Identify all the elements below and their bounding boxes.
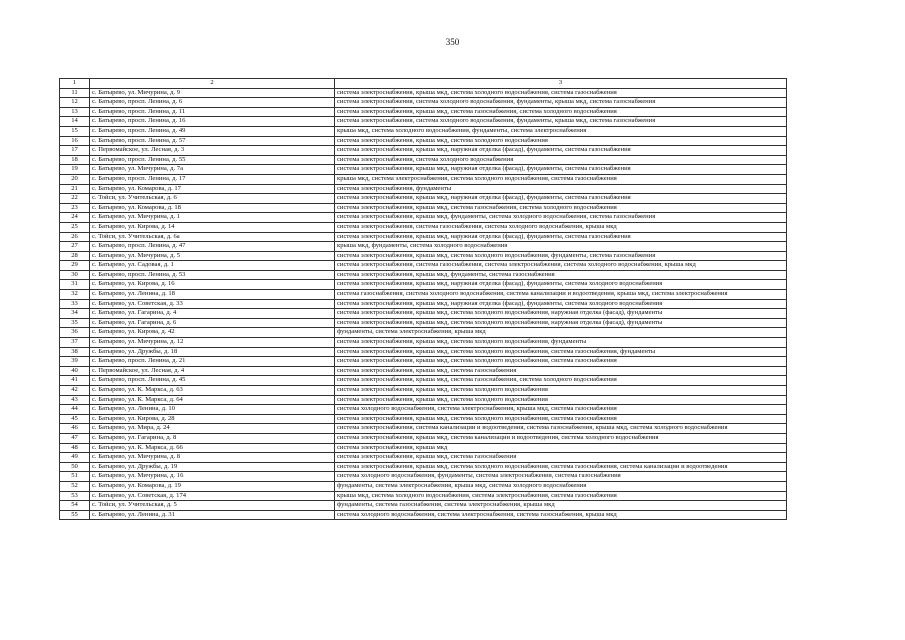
table-row — [60, 290, 787, 300]
header-col-number: 1 — [60, 79, 90, 89]
row-number: 48 — [60, 443, 90, 453]
row-address: с. Батырево, ул. Комарова, д. 19 — [90, 481, 335, 491]
table-row — [60, 194, 787, 204]
row-address: с. Первомайское, ул. Лесная, д. 3 — [90, 146, 335, 156]
row-address: с. Батырево, ул. Гагарина, д. 8 — [90, 433, 335, 443]
table-row — [60, 491, 787, 501]
row-number: 37 — [60, 338, 90, 348]
row-works: система холодного водоснабжения, система электроснабжения, крыша мкд, система газоснабжения — [335, 405, 787, 415]
row-address: с. Батырево, ул. Кирова, д. 42 — [90, 328, 335, 338]
row-address: с. Батырево, ул. Кирова, д. 14 — [90, 222, 335, 232]
table-row — [60, 222, 787, 232]
row-works: система электроснабжения, крыша мкд, система холодного водоснабжения — [335, 136, 787, 146]
row-works: система электроснабжения, система газоснабжения, система холодного водоснабжения, крыша мкд — [335, 222, 787, 232]
row-number: 27 — [60, 242, 90, 252]
row-address: с. Тойси, ул. Учительская, д. 5 — [90, 501, 335, 511]
table-row — [60, 472, 787, 482]
row-works: система электроснабжения, крыша мкд, система газоснабжения, система холодного водоснабжения — [335, 203, 787, 213]
table-header-row — [60, 79, 787, 89]
table-row — [60, 270, 787, 280]
row-number: 28 — [60, 251, 90, 261]
row-works: система электроснабжения, крыша мкд, система газоснабжения, система холодного водоснабжения — [335, 107, 787, 117]
table-row — [60, 443, 787, 453]
row-works: система электроснабжения, крыша мкд — [335, 443, 787, 453]
row-address: с. Батырево, ул. Дружбы, д. 18 — [90, 347, 335, 357]
table-row — [60, 462, 787, 472]
row-number: 33 — [60, 299, 90, 309]
row-works: система холодного водоснабжения, система электроснабжения, система газоснабжения, крыша мкд — [335, 510, 787, 520]
table-row — [60, 395, 787, 405]
table-row — [60, 376, 787, 386]
row-number: 42 — [60, 386, 90, 396]
row-works: крыша мкд, система холодного водоснабжения, система электроснабжения, система газоснабжения — [335, 491, 787, 501]
table-row — [60, 174, 787, 184]
table-row — [60, 347, 787, 357]
row-number: 47 — [60, 433, 90, 443]
row-number: 30 — [60, 270, 90, 280]
row-number: 15 — [60, 126, 90, 136]
row-works: система электроснабжения, крыша мкд, система газоснабжения — [335, 366, 787, 376]
row-address: с. Батырево, ул. Комарова, д. 18 — [90, 203, 335, 213]
row-number: 29 — [60, 261, 90, 271]
row-address: с. Батырево, ул. Гагарина, д. 4 — [90, 309, 335, 319]
table-row — [60, 510, 787, 520]
row-number: 34 — [60, 309, 90, 319]
row-address: с. Батырево, ул. Мичурина, д. 16 — [90, 472, 335, 482]
row-works: система электроснабжения, система газоснабжения, система электроснабжения, система холодного водоснабжения, крыша мкд — [335, 261, 787, 271]
row-address: с. Батырево, ул. Кирова, д. 28 — [90, 414, 335, 424]
table-row — [60, 88, 787, 98]
row-works: система электроснабжения, система холодного водоснабжения — [335, 155, 787, 165]
row-address: с. Батырево, ул. Советская, д. 33 — [90, 299, 335, 309]
row-number: 16 — [60, 136, 90, 146]
row-works: система электроснабжения, крыша мкд, наружная отделка (фасад), фундаменты, система холодного водоснабжения — [335, 299, 787, 309]
row-number: 35 — [60, 318, 90, 328]
row-works: система электроснабжения, крыша мкд, система холодного водоснабжения, фундаменты, система газоснабжения — [335, 251, 787, 261]
table-row — [60, 338, 787, 348]
row-address: с. Батырево, просп. Ленина, д. 55 — [90, 155, 335, 165]
row-number: 40 — [60, 366, 90, 376]
table-row — [60, 280, 787, 290]
row-number: 19 — [60, 165, 90, 175]
row-address: с. Батырево, ул. Мичурина, д. 9 — [90, 88, 335, 98]
row-number: 31 — [60, 280, 90, 290]
row-address: с. Батырево, ул. Мира, д. 24 — [90, 424, 335, 434]
row-works: крыша мкд, система холодного водоснабжения, фундаменты, система электроснабжения — [335, 126, 787, 136]
header-col-address: 2 — [90, 79, 335, 89]
row-works: крыша мкд, система электроснабжения, система холодного водоснабжения, система газоснабжения — [335, 174, 787, 184]
row-number: 55 — [60, 510, 90, 520]
table-row — [60, 117, 787, 127]
row-address: с. Батырево, просп. Ленина, д. 53 — [90, 270, 335, 280]
table-row — [60, 501, 787, 511]
row-address: с. Батырево, ул. Мичурина, д. 5 — [90, 251, 335, 261]
row-address: с. Батырево, ул. К. Маркса, д. 66 — [90, 443, 335, 453]
row-works: система электроснабжения, крыша мкд, система газоснабжения, система холодного водоснабжения — [335, 376, 787, 386]
table-row — [60, 299, 787, 309]
row-works: фундаменты, система газоснабжения, система электроснабжения, крыша мкд — [335, 501, 787, 511]
row-number: 39 — [60, 357, 90, 367]
table-row — [60, 126, 787, 136]
table-row — [60, 203, 787, 213]
table-row — [60, 366, 787, 376]
table-row — [60, 357, 787, 367]
row-address: с. Батырево, просп. Ленина, д. 21 — [90, 357, 335, 367]
table-row — [60, 165, 787, 175]
table-row — [60, 309, 787, 319]
row-works: система электроснабжения, крыша мкд, система холодного водоснабжения, наружная отделка (фасад), фундаменты — [335, 318, 787, 328]
table-row — [60, 433, 787, 443]
row-address: с. Батырево, просп. Ленина, д. 6 — [90, 98, 335, 108]
table-row — [60, 242, 787, 252]
row-works: система электроснабжения, крыша мкд, система холодного водоснабжения, система газоснабжения — [335, 357, 787, 367]
row-address: с. Батырево, просп. Ленина, д. 11 — [90, 107, 335, 117]
table-row — [60, 213, 787, 223]
row-works: система электроснабжения, крыша мкд, фундаменты, система газоснабжения — [335, 270, 787, 280]
row-works: система электроснабжения, крыша мкд, наружная отделка (фасад), фундаменты, система газоснабжения — [335, 194, 787, 204]
row-works: система электроснабжения, крыша мкд, система холодного водоснабжения, система газоснабжения, фундаменты — [335, 347, 787, 357]
row-number: 23 — [60, 203, 90, 213]
row-works: крыша мкд, фундаменты, система холодного водоснабжения — [335, 242, 787, 252]
row-works: система электроснабжения, система холодного водоснабжения, фундаменты, крыша мкд, система газоснабжения — [335, 117, 787, 127]
row-number: 43 — [60, 395, 90, 405]
row-works: система электроснабжения, фундаменты — [335, 184, 787, 194]
row-number: 53 — [60, 491, 90, 501]
table-row — [60, 328, 787, 338]
row-address: с. Батырево, просп. Ленина, д. 45 — [90, 376, 335, 386]
row-works: система электроснабжения, крыша мкд, наружная отделка (фасад), фундаменты, система газоснабжения — [335, 146, 787, 156]
row-address: с. Батырево, ул. Мичурина, д. 1 — [90, 213, 335, 223]
row-number: 50 — [60, 462, 90, 472]
row-address: с. Тойси, ул. Учительская, д. 6а — [90, 232, 335, 242]
row-works: система электроснабжения, крыша мкд, система холодного водоснабжения — [335, 395, 787, 405]
row-address: с. Батырево, просп. Ленина, д. 57 — [90, 136, 335, 146]
row-address: с. Батырево, ул. Ленина, д. 10 — [90, 405, 335, 415]
table-row — [60, 318, 787, 328]
row-address: с. Первомайское, ул. Лесная, д. 4 — [90, 366, 335, 376]
row-works: система электроснабжения, крыша мкд, система холодного водоснабжения — [335, 386, 787, 396]
table-row — [60, 453, 787, 463]
row-number: 36 — [60, 328, 90, 338]
row-number: 46 — [60, 424, 90, 434]
row-works: система электроснабжения, крыша мкд, наружная отделка (фасад), фундаменты, система газоснабжения — [335, 165, 787, 175]
row-number: 14 — [60, 117, 90, 127]
row-number: 12 — [60, 98, 90, 108]
row-address: с. Тойси, ул. Учительская, д. 6 — [90, 194, 335, 204]
row-works: система холодного водоснабжения, фундаменты, система электроснабжения, система газоснабжения — [335, 472, 787, 482]
row-number: 17 — [60, 146, 90, 156]
row-works: система электроснабжения, крыша мкд, система холодного водоснабжения, система газоснабжения — [335, 414, 787, 424]
row-works: система электроснабжения, крыша мкд, наружная отделка (фасад), фундаменты, система холодного водоснабжения — [335, 280, 787, 290]
table-row — [60, 155, 787, 165]
row-address: с. Батырево, ул. Мичурина, д. 7а — [90, 165, 335, 175]
row-number: 20 — [60, 174, 90, 184]
row-address: с. Батырево, просп. Ленина, д. 17 — [90, 174, 335, 184]
table-row — [60, 107, 787, 117]
row-works: система электроснабжения, система холодного водоснабжения, фундаменты, крыша мкд, система газоснабжения — [335, 98, 787, 108]
row-address: с. Батырево, ул. Дружбы, д. 19 — [90, 462, 335, 472]
row-address: с. Батырево, ул. Комарова, д. 17 — [90, 184, 335, 194]
table-row — [60, 136, 787, 146]
table-row — [60, 98, 787, 108]
header-col-works: 3 — [335, 79, 787, 89]
row-works: система электроснабжения, крыша мкд, система канализации и водоотведения, система холодного водоснабжения — [335, 433, 787, 443]
table-row — [60, 386, 787, 396]
row-number: 13 — [60, 107, 90, 117]
row-works: система электроснабжения, крыша мкд, система холодного водоснабжения, система газоснабжения — [335, 88, 787, 98]
row-number: 45 — [60, 414, 90, 424]
row-number: 54 — [60, 501, 90, 511]
row-number: 24 — [60, 213, 90, 223]
row-address: с. Батырево, ул. Ленина, д. 18 — [90, 290, 335, 300]
row-number: 25 — [60, 222, 90, 232]
row-address: с. Батырево, ул. Советская, д. 174 — [90, 491, 335, 501]
address-works-table — [59, 78, 787, 520]
row-address: с. Батырево, ул. К. Маркса, д. 63 — [90, 386, 335, 396]
row-number: 32 — [60, 290, 90, 300]
row-works: система электроснабжения, крыша мкд, система холодного водоснабжения, система газоснабжения, система канализации и водоотведения — [335, 462, 787, 472]
table-row — [60, 481, 787, 491]
row-number: 38 — [60, 347, 90, 357]
row-works: система электроснабжения, крыша мкд, система холодного водоснабжения, фундаменты — [335, 338, 787, 348]
row-number: 11 — [60, 88, 90, 98]
row-works: система электроснабжения, крыша мкд, система газоснабжения — [335, 453, 787, 463]
table-row — [60, 414, 787, 424]
table-row — [60, 232, 787, 242]
row-address: с. Батырево, ул. Садовая, д. 1 — [90, 261, 335, 271]
row-address: с. Батырево, ул. Мичурина, д. 12 — [90, 338, 335, 348]
table-row — [60, 251, 787, 261]
table-row — [60, 405, 787, 415]
row-works: система газоснабжения, система холодного водоснабжения, система канализации и водоотведения, крыша мкд, система электроснабжения — [335, 290, 787, 300]
row-works: фундаменты, система электроснабжения, крыша мкд — [335, 328, 787, 338]
row-address: с. Батырево, просп. Ленина, д. 16 — [90, 117, 335, 127]
row-number: 52 — [60, 481, 90, 491]
table-row — [60, 424, 787, 434]
row-address: с. Батырево, просп. Ленина, д. 49 — [90, 126, 335, 136]
row-works: система электроснабжения, крыша мкд, наружная отделка (фасад), фундаменты, система газоснабжения — [335, 232, 787, 242]
row-address: с. Батырево, ул. Гагарина, д. 6 — [90, 318, 335, 328]
row-works: система электроснабжения, крыша мкд, система холодного водоснабжения, наружная отделка (фасад), фундаменты — [335, 309, 787, 319]
row-works: система электроснабжения, система канализации и водоотведения, система газоснабжения, крыша мкд, система холодного водоснабжения — [335, 424, 787, 434]
row-number: 21 — [60, 184, 90, 194]
row-number: 49 — [60, 453, 90, 463]
row-number: 41 — [60, 376, 90, 386]
table-row — [60, 184, 787, 194]
table-row — [60, 146, 787, 156]
row-works: фундаменты, система электроснабжения, крыша мкд, система холодного водоснабжения — [335, 481, 787, 491]
table-row — [60, 261, 787, 271]
row-number: 18 — [60, 155, 90, 165]
row-works: система электроснабжения, крыша мкд, фундаменты, система холодного водоснабжения, система газоснабжения — [335, 213, 787, 223]
row-number: 44 — [60, 405, 90, 415]
row-number: 51 — [60, 472, 90, 482]
row-number: 26 — [60, 232, 90, 242]
row-address: с. Батырево, ул. Кирова, д. 16 — [90, 280, 335, 290]
row-address: с. Батырево, просп. Ленина, д. 47 — [90, 242, 335, 252]
row-number: 22 — [60, 194, 90, 204]
row-address: с. Батырево, ул. Мичурина, д. 8 — [90, 453, 335, 463]
row-address: с. Батырево, ул. К. Маркса, д. 64 — [90, 395, 335, 405]
row-address: с. Батырево, ул. Ленина, д. 31 — [90, 510, 335, 520]
page-number: 350 — [445, 37, 460, 47]
